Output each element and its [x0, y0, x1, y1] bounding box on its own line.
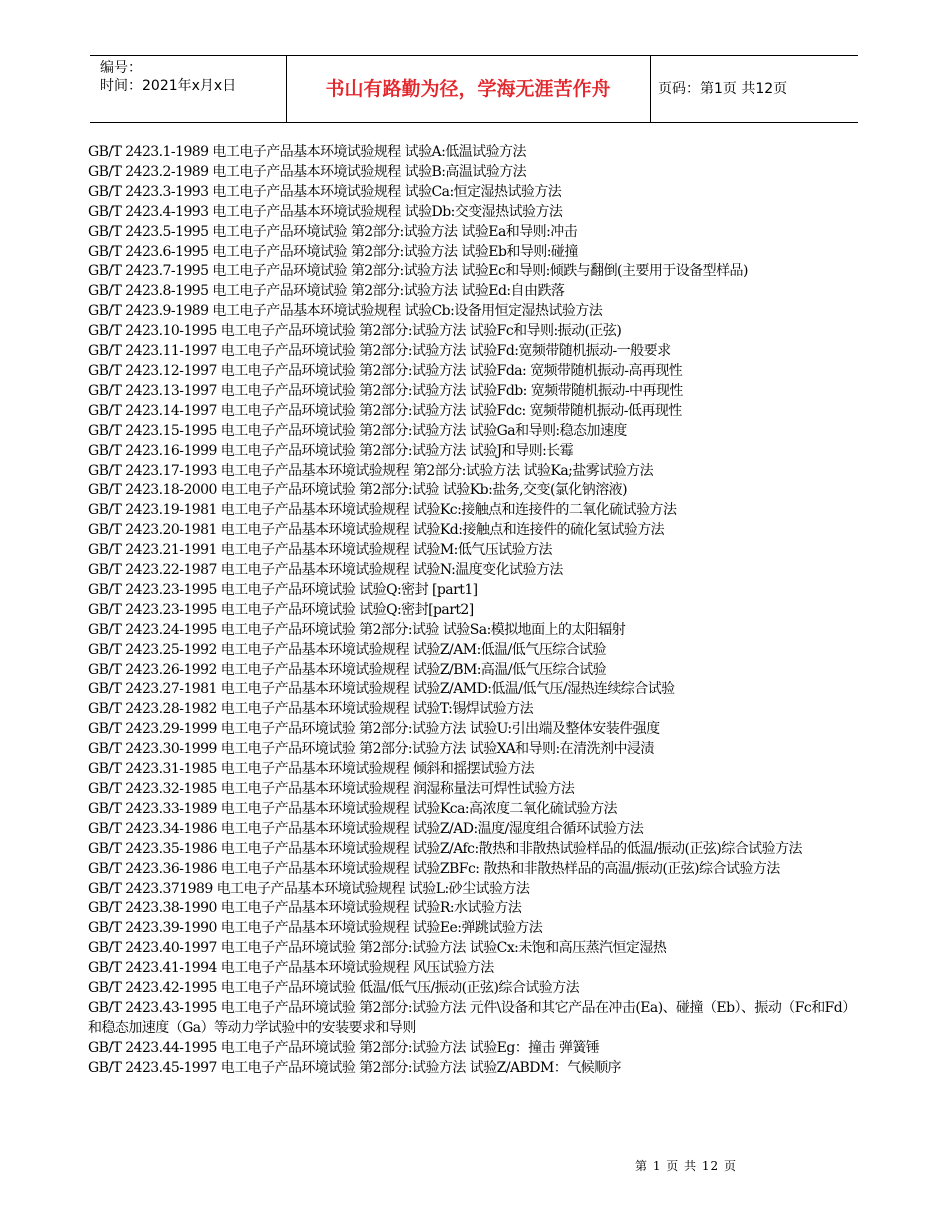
standard-entry: GB/T 2423.11-1997 电工电子产品环境试验 第2部分:试验方法 试验Fd:宽频带随机振动-一般要求 [88, 343, 671, 360]
standard-entry: GB/T 2423.7-1995 电工电子产品环境试验 第2部分:试验方法 试验Ec和导则:倾跌与翻倒(主要用于设备型样品) [88, 263, 748, 280]
standard-entry: GB/T 2423.20-1981 电工电子产品基本环境试验规程 试验Kd:接触点和连接件的硫化氢试验方法 [88, 522, 665, 539]
standard-entry: GB/T 2423.8-1995 电工电子产品环境试验 第2部分:试验方法 试验Ed:自由跌落 [88, 283, 565, 300]
header-motto: 书山有路勤为径，学海无涯苦作舟 [325, 78, 611, 100]
document-date-label: 时间：2021年x月x日 [100, 78, 237, 94]
standard-entry: GB/T 2423.45-1997 电工电子产品环境试验 第2部分:试验方法 试验Z/ABDM：气候顺序 [88, 1059, 622, 1076]
standard-entry: GB/T 2423.10-1995 电工电子产品环境试验 第2部分:试验方法 试验Fc和导则:振动(正弦) [88, 323, 622, 340]
header-page-cell [650, 56, 858, 122]
standard-entry: GB/T 2423.43-1995 电工电子产品环境试验 第2部分:试验方法 元件\设备和其它产品在冲击(Ea)、碰撞（Eb）、振动（Fc和Fd）和稳态加速度（Ga）等动力学试验中的安装要求和导则 [88, 999, 856, 1036]
standards-list [88, 143, 860, 1079]
standard-entry: GB/T 2423.23-1995 电工电子产品环境试验 试验Q:密封[part2] [88, 601, 474, 618]
standard-entry: GB/T 2423.38-1990 电工电子产品基本环境试验规程 试验R:水试验方法 [88, 900, 522, 917]
standard-entry: GB/T 2423.31-1985 电工电子产品基本环境试验规程 倾斜和摇摆试验方法 [88, 761, 535, 778]
standard-entry: GB/T 2423.2-1989 电工电子产品基本环境试验规程 试验B:高温试验方法 [88, 163, 527, 180]
standard-entry: GB/T 2423.23-1995 电工电子产品环境试验 试验Q:密封 [part1] [88, 581, 478, 598]
standard-entry: GB/T 2423.40-1997 电工电子产品环境试验 第2部分:试验方法 试验Cx:未饱和高压蒸汽恒定湿热 [88, 940, 667, 957]
standard-entry: GB/T 2423.21-1991 电工电子产品基本环境试验规程 试验M:低气压试验方法 [88, 542, 552, 559]
standard-entry: GB/T 2423.18-2000 电工电子产品环境试验 第2部分:试验 试验Kb:盐务,交变(氯化钠溶液) [88, 482, 628, 499]
standard-entry: GB/T 2423.16-1999 电工电子产品环境试验 第2部分:试验方法 试验J和导则:长霉 [88, 442, 574, 459]
standard-entry: GB/T 2423.41-1994 电工电子产品基本环境试验规程 风压试验方法 [88, 960, 494, 977]
document-number-label: 编号： [100, 60, 142, 76]
standard-entry: GB/T 2423.4-1993 电工电子产品基本环境试验规程 试验Db:交变湿热试验方法 [88, 203, 563, 220]
standard-entry: GB/T 2423.32-1985 电工电子产品基本环境试验规程 润湿称量法可焊性试验方法 [88, 781, 575, 797]
standard-entry: GB/T 2423.1-1989 电工电子产品基本环境试验规程 试验A:低温试验方法 [88, 144, 526, 160]
standard-entry: GB/T 2423.5-1995 电工电子产品环境试验 第2部分:试验方法 试验Ea和导则:冲击 [88, 223, 578, 240]
standard-entry: GB/T 2423.29-1999 电工电子产品环境试验 第2部分:试验方法 试验U:引出端及整体安装件强度 [88, 721, 660, 738]
standard-entry: GB/T 2423.26-1992 电工电子产品基本环境试验规程 试验Z/BM:高温/低气压综合试验 [88, 661, 607, 678]
standard-entry: GB/T 2423.28-1982 电工电子产品基本环境试验规程 试验T:锡焊试验方法 [88, 701, 534, 718]
standard-entry: GB/T 2423.17-1993 电工电子产品基本环境试验规程 第2部分:试验方法 试验Ka;盐雾试验方法 [88, 462, 654, 479]
standard-entry: GB/T 2423.14-1997 电工电子产品环境试验 第2部分:试验方法 试验Fdc: 宽频带随机振动-低再现性 [88, 402, 682, 419]
standard-entry: GB/T 2423.9-1989 电工电子产品基本环境试验规程 试验Cb:设备用恒定湿热试验方法 [88, 303, 603, 320]
standard-entry: GB/T 2423.25-1992 电工电子产品基本环境试验规程 试验Z/AM:低温/低气压综合试验 [88, 641, 606, 658]
standard-entry: GB/T 2423.42-1995 电工电子产品环境试验 低温/低气压/振动(正弦)综合试验方法 [88, 980, 580, 997]
header-motto-cell [286, 56, 651, 122]
standard-entry: GB/T 2423.371989 电工电子产品基本环境试验规程 试验L:砂尘试验方法 [88, 880, 530, 897]
page-header [90, 55, 858, 123]
standard-entry: GB/T 2423.6-1995 电工电子产品环境试验 第2部分:试验方法 试验Eb和导则:碰撞 [88, 243, 578, 260]
standard-entry: GB/T 2423.30-1999 电工电子产品环境试验 第2部分:试验方法 试验XA和导则:在清洗剂中浸渍 [88, 741, 654, 758]
standard-entry: GB/T 2423.34-1986 电工电子产品基本环境试验规程 试验Z/AD:温度/湿度组合循环试验方法 [88, 820, 644, 837]
standard-entry: GB/T 2423.3-1993 电工电子产品基本环境试验规程 试验Ca:恒定湿热试验方法 [88, 183, 562, 200]
standard-entry: GB/T 2423.39-1990 电工电子产品基本环境试验规程 试验Ee:弹跳试验方法 [88, 920, 543, 937]
footer-page-number: 第 1 页 共 12 页 [635, 1159, 737, 1173]
header-meta-cell [90, 56, 287, 122]
standard-entry: GB/T 2423.33-1989 电工电子产品基本环境试验规程 试验Kca:高浓度二氧化硫试验方法 [88, 800, 617, 817]
standard-entry: GB/T 2423.22-1987 电工电子产品基本环境试验规程 试验N:温度变化试验方法 [88, 562, 563, 579]
standard-entry: GB/T 2423.27-1981 电工电子产品基本环境试验规程 试验Z/AMD:低温/低气压/湿热连续综合试验 [88, 681, 675, 698]
standard-entry: GB/T 2423.36-1986 电工电子产品基本环境试验规程 试验ZBFc: 散热和非散热样品的高温/振动(正弦)综合试验方法 [88, 860, 780, 877]
standard-entry: GB/T 2423.24-1995 电工电子产品环境试验 第2部分:试验 试验Sa:模拟地面上的太阳辐射 [88, 621, 626, 638]
page-footer [0, 1158, 950, 1174]
standard-entry: GB/T 2423.13-1997 电工电子产品环境试验 第2部分:试验方法 试验Fdb: 宽频带随机振动-中再现性 [88, 382, 683, 399]
standard-entry: GB/T 2423.35-1986 电工电子产品基本环境试验规程 试验Z/Afc:散热和非散热试验样品的低温/振动(正弦)综合试验方法 [88, 840, 802, 857]
standard-entry: GB/T 2423.12-1997 电工电子产品环境试验 第2部分:试验方法 试验Fda: 宽频带随机振动-高再现性 [88, 362, 683, 379]
standard-entry: GB/T 2423.19-1981 电工电子产品基本环境试验规程 试验Kc:接触点和连接件的二氧化硫试验方法 [88, 502, 677, 519]
standard-entry: GB/T 2423.15-1995 电工电子产品环境试验 第2部分:试验方法 试验Ga和导则:稳态加速度 [88, 422, 627, 439]
standard-entry: GB/T 2423.44-1995 电工电子产品环境试验 第2部分:试验方法 试验Eg：撞击 弹簧锤 [88, 1039, 600, 1056]
header-page-info: 页码：第1页 共12页 [658, 81, 788, 97]
